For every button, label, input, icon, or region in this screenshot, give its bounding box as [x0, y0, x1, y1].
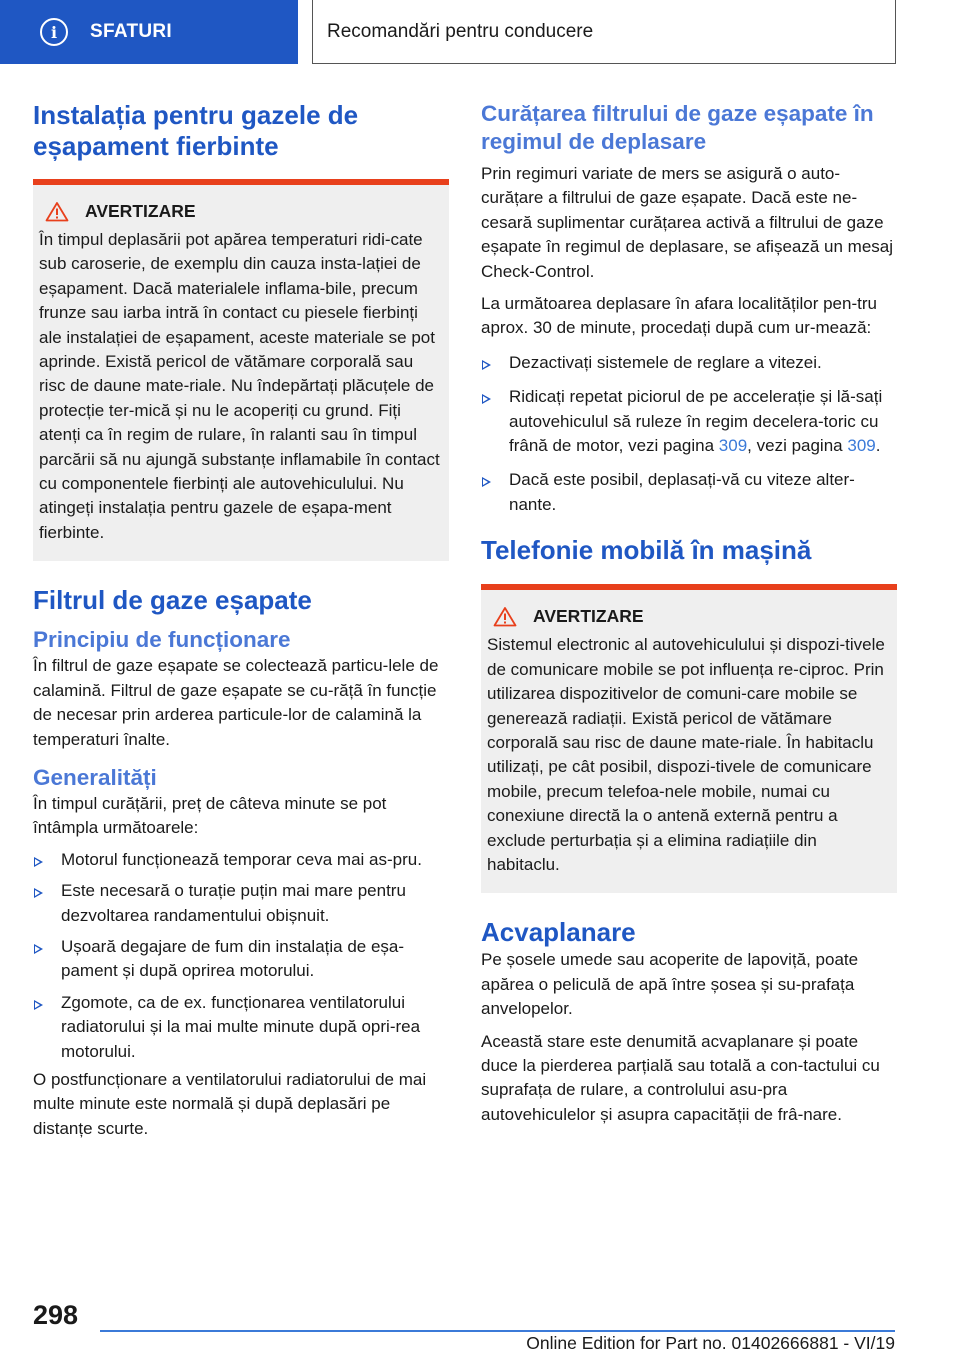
warning-triangle-icon [493, 606, 517, 627]
warning-box-phone [481, 584, 897, 893]
page-link[interactable]: 309 [718, 436, 748, 456]
paragraph-principle: În filtrul de gaze eșapate se colectează particu-lele de calamină. Filtrul de gaze eșapate se cu-rățã în funcție de necesar prin arderea particule-lor de calamină la temperaturi înalte. [33, 656, 439, 749]
paragraph-aqua-2: Această stare este denumită acvaplanare și poate duce la pierderea parțială sau totală a con-tactului cu suprafața de rulare, a controlului asu-pra autovehiculelor și asupra capacității de frâ-nare. [481, 1031, 880, 1124]
list-item: Motorul funcționează temporar ceva mai as-pru. [33, 848, 449, 872]
warning-text: Sistemul electronic al autovehiculului și dispozi-tivele de comunicare mobile se pot influența re-ciproc. Prin utilizarea dispozitivelor de comuni-care mobile se generează radiații. Există pericol de vătămare corporală sau risc de daune mate-riale. În habitaclu utilizați, pe cât posibil, dispozi-tivele de comunicare mobile, precum telefoa-nele mobile, numai cu conexiune directă la o antenă externă pentru a exclude perturbația și a elimina radiațiile din habitaclu. [487, 635, 885, 874]
section-tab [0, 0, 298, 64]
bullet-arrow-icon [34, 944, 43, 954]
paragraph-aqua-1: Pe șosele umede sau acoperite de lapoviță, poate apărea o peliculă de apă între șosea și su-prafața anvelopelor. [481, 950, 859, 1019]
bullet-arrow-icon [34, 857, 43, 867]
info-icon: i [40, 18, 68, 46]
right-column [481, 100, 897, 1127]
warning-label: AVERTIZARE [85, 201, 196, 221]
list-item: Ușoară degajare de fum din instalația de eșa-pament și după oprirea motorului. [33, 935, 449, 984]
heading-aquaplaning: Acvaplanare [481, 917, 636, 948]
list-item: Zgomote, ca de ex. funcționarea ventilatorului radiatorului și la mai multe minute după opri-rea motorului. [33, 991, 449, 1064]
bullet-arrow-icon [34, 888, 43, 898]
bullet-arrow-icon [482, 360, 491, 370]
paragraph-cleaning-1: Prin regimuri variate de mers se asigură o auto-curățare a filtrului de gaze eșapate. Dacă este ne-cesară suplimentar curățarea activă a filtrului de gaze eșapate în regimul de deplasare, se afișează un mesaj Check-Control. [481, 164, 894, 281]
warning-triangle-icon [45, 201, 69, 222]
paragraph-after: O postfuncționare a ventilatorului radiatorului de mai multe minute este normală și după deplasări pe distanțe scurte. [33, 1069, 427, 1138]
page-number: 298 [33, 1300, 79, 1330]
heading-filter: Filtrul de gaze eșapate [33, 585, 312, 616]
heading-principle: Principiu de funcționare [33, 627, 291, 653]
bullet-arrow-icon [482, 477, 491, 487]
section-label: SFATURI [90, 21, 172, 42]
paragraph-general: În timpul curățării, preț de câteva minute se pot întâmpla următoarele: [33, 793, 387, 838]
heading-general: Generalități [33, 764, 157, 790]
warning-header [39, 201, 443, 222]
heading-phone: Telefonie mobilă în mașină [481, 535, 812, 566]
left-column [33, 100, 449, 1141]
edition-text: Online Edition for Part no. 01402666881 - VI/19 [526, 1333, 895, 1353]
list-item: Dezactivați sistemele de reglare a vitezei. [481, 351, 897, 375]
warning-label: AVERTIZARE [533, 606, 644, 627]
list-item: Ridicați repetat piciorul de pe accelerație și lă-sați autovehiculul să ruleze în regim decelera-toric cu frână de motor, vezi pagina 309, vezi pagina 309. [481, 385, 897, 458]
warning-header [487, 606, 891, 627]
list-item: Este necesară o turație puțin mai mare pentru dezvoltarea randamentului obișnuit. [33, 879, 449, 928]
page-link[interactable]: 309 [847, 436, 876, 456]
warning-box-exhaust [33, 179, 449, 561]
paragraph-cleaning-2: La următoarea deplasare în afara localităților pen-tru aprox. 30 de minute, procedați după cum ur-mează: [481, 294, 877, 338]
bullet-list-cleaning [481, 351, 897, 517]
footer-edition [280, 1333, 895, 1354]
list-item: Dacă este posibil, deplasați-vă cu viteze alter-nante. [481, 468, 897, 517]
bullet-list-general [33, 848, 449, 1064]
bullet-arrow-icon [482, 394, 491, 404]
heading-hot-exhaust: Instalația pentru gazele de eșapament fierbinte [33, 100, 359, 161]
warning-text: În timpul deplasării pot apărea temperaturi ridi-cate sub caroserie, de exemplu din cauza insta-lației de eșapament. Dacă materialele inflama-bile, precum frunze sau iarba intră în contact cu piesele fierbinți ale instalației de eșapament, aceste materiale se pot aprinde. Există pericol de vătămare corporală sau risc de daune mate-riale. Nu îndepărtați plăcuțele de protecție ter-mică și nu le acoperiți cu grund. Fiți atenți ca în regim de rulare, în ralanti sau în timpul parcării să nu ajungă substanțe inflamabile în contact cu componentele fierbinți ale autovehiculului. Nu atingeți instalația pentru gazele de eșapa-ment fierbinte. [39, 230, 440, 542]
bullet-arrow-icon [34, 1000, 43, 1010]
footer-divider [100, 1330, 895, 1332]
heading-cleaning: Curățarea filtrului de gaze eșapate în regimul de deplasare [481, 101, 874, 154]
chapter-title: Recomandări pentru conducere [312, 0, 896, 64]
